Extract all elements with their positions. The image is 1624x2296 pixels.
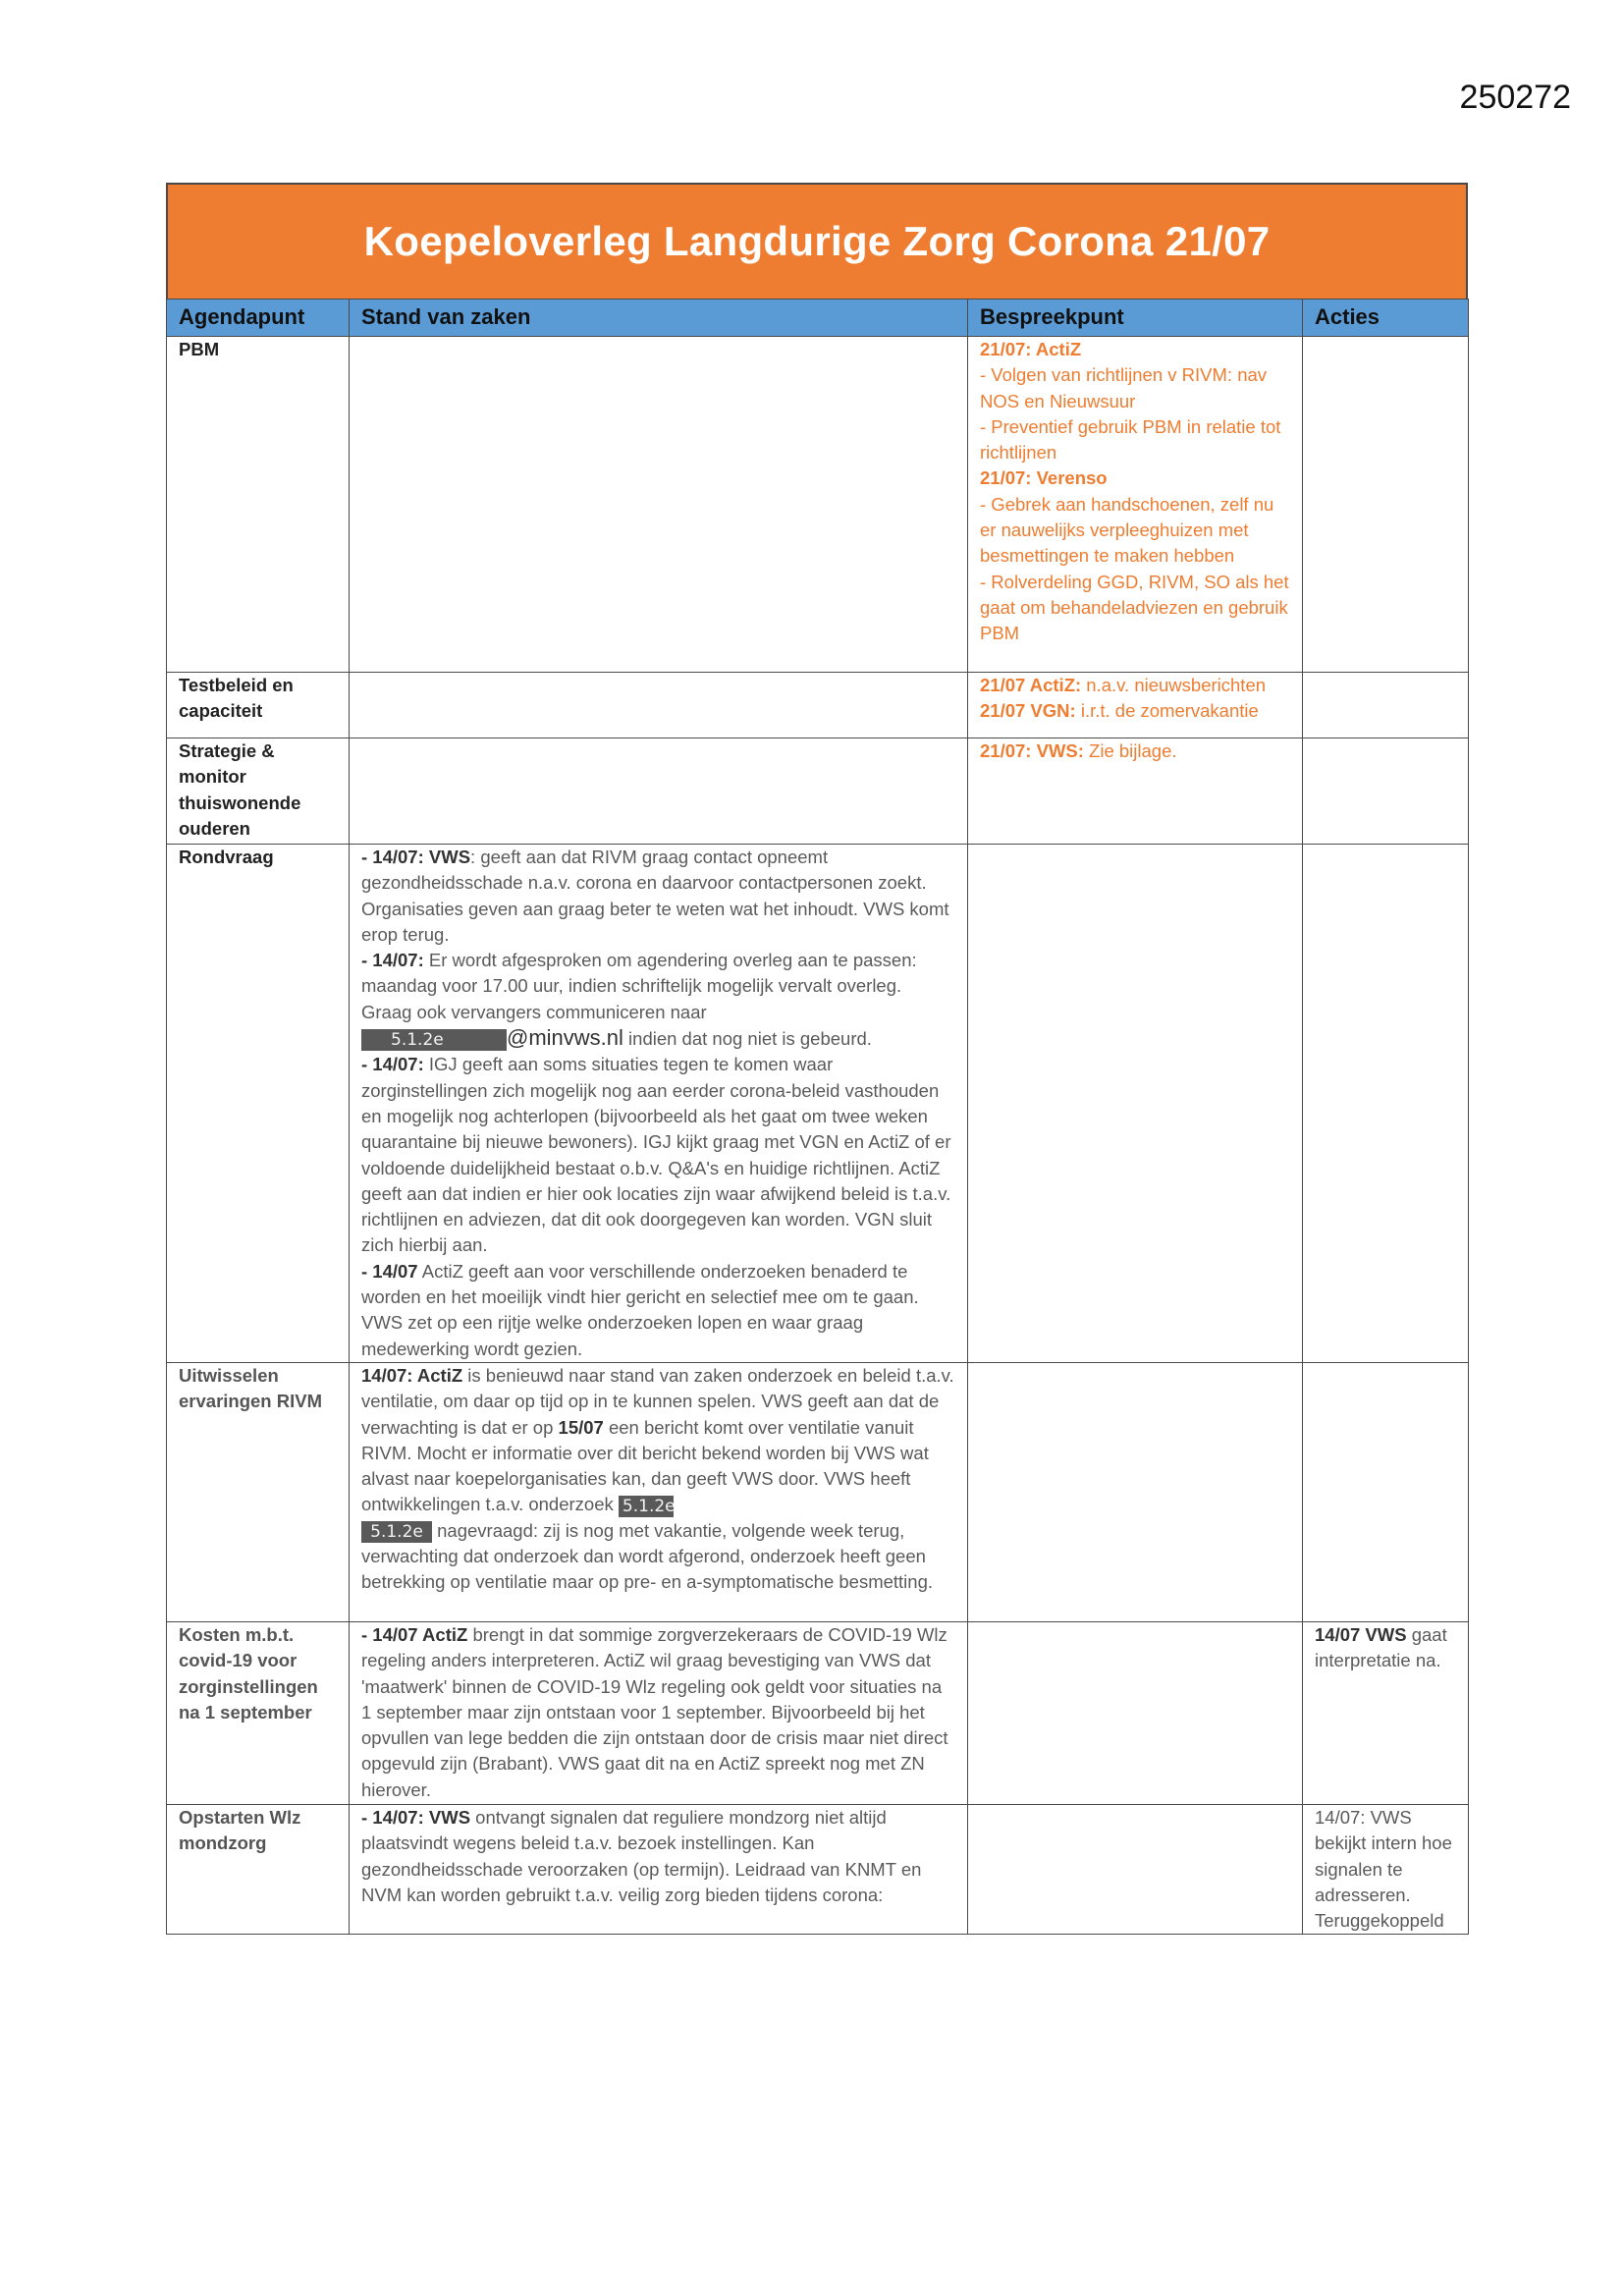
acties-text: 14/07: VWS bekijkt intern hoe signalen te adresseren. Teruggekoppeld bbox=[1315, 1806, 1452, 1932]
stand-text: ActiZ geeft aan voor verschillende onderzoeken benaderd te worden en het moeilijk vindt hier gericht en selectief mee om te gaan. VWS zet op een rijtje welke onderzoeken lopen en waar graag medewerking wordt gezien. bbox=[361, 1260, 919, 1359]
acties-cell bbox=[1303, 738, 1469, 845]
stand-cell bbox=[350, 1621, 968, 1804]
table-row-kosten bbox=[167, 1621, 1469, 1804]
bespreek-heading: 21/07: Verenso bbox=[980, 467, 1108, 489]
table-row-testbeleid bbox=[167, 673, 1469, 738]
stand-text: indien dat nog niet is gebeurd. bbox=[623, 1028, 872, 1050]
bespreek-cell bbox=[968, 845, 1303, 1363]
bespreek-bold: 21/07 ActiZ: bbox=[980, 675, 1082, 695]
acties-cell bbox=[1303, 1804, 1469, 1934]
stand-text: een bericht komt over ventilatie vanuit RIVM. Mocht er informatie over dit bericht bekend worden bij VWS wat alvast naar koepelorganisaties kan, dan geeft VWS door. VWS heeft ontwikkelingen t.a.v. onderzoek bbox=[361, 1416, 929, 1515]
stand-bold: - 14/07 bbox=[361, 1260, 418, 1282]
stand-bold: 14/07: ActiZ bbox=[361, 1364, 463, 1386]
table-row-uitwisselen bbox=[167, 1362, 1469, 1621]
table-row-rondvraag bbox=[167, 845, 1469, 1363]
acties-text: gaat interpretatie na. bbox=[1315, 1623, 1447, 1671]
stand-text: nagevraagd: zij is nog met vakantie, volgende week terug, verwachting dat onderzoek dan wordt afgerond, onderzoek heeft geen betrekking op ventilatie maar op pre- en a-symptomatische besmetting. bbox=[361, 1519, 934, 1593]
topic-label: Uitwisselen ervaringen RIVM bbox=[179, 1364, 322, 1412]
bespreek-line: - Rolverdeling GGD, RIVM, SO als het gaat om behandeladviezen en gebruik PBM bbox=[980, 571, 1289, 644]
stand-bold: - 14/07: VWS bbox=[361, 847, 471, 867]
topic-cell bbox=[167, 673, 350, 738]
stand-text: is benieuwd naar stand van zaken onderzoek en beleid t.a.v. ventilatie, om daar op tijd op in te kunnen spelen. VWS geeft aan dat de verwachting is dat er op bbox=[361, 1364, 954, 1438]
stand-bold: - 14/07 ActiZ bbox=[361, 1623, 468, 1645]
stand-text: ontvangt signalen dat reguliere mondzorg niet altijd plaatsvindt wegens beleid t.a.v. bezoek instellingen. Kan gezondheidsschade veroorzaken (op termijn). Leidraad van KNMT en NVM kan worden gebruikt t.a.v. veilig zorg bieden tijdens corona: bbox=[361, 1806, 922, 1905]
meeting-table-sheet bbox=[166, 183, 1468, 1935]
topic-cell bbox=[167, 337, 350, 673]
stand-cell bbox=[350, 738, 968, 845]
bespreek-bold: 21/07 VGN: bbox=[980, 700, 1076, 722]
bespreek-line: - Volgen van richtlijnen v RIVM: nav NOS en Nieuwsuur bbox=[980, 364, 1268, 411]
topic-label: Testbeleid en capaciteit bbox=[179, 675, 294, 722]
stand-cell bbox=[350, 1804, 968, 1934]
stand-text: IGJ geeft aan soms situaties tegen te komen waar zorginstellingen zich mogelijk nog aan eerder corona-beleid vasthouden en mogelijk nog achterlopen (bijvoorbeeld als het gaat om twee weken quarantaine bij nieuwe bewoners). IGJ kijkt graag met VGN en ActiZ of er voldoende duidelijkheid bestaat o.b.v. Q&A's en huidige richtlijnen. ActiZ geeft aan dat indien er hier ook locaties zijn waar afwijkend beleid is t.a.v. richtlijnen en adviezen, dat dit ook doorgegeven kan worden. VGN sluit zich hierbij aan. bbox=[361, 1054, 951, 1256]
stand-text: Er wordt afgesproken om agendering overleg aan te passen: maandag voor 17.00 uur, indien schriftelijk mogelijk vervalt overleg. Graag ook vervangers communiceren naar bbox=[361, 950, 917, 1022]
topic-cell bbox=[167, 738, 350, 845]
topic-cell bbox=[167, 1804, 350, 1934]
agenda-table bbox=[166, 299, 1469, 1935]
col-agendapunt: Agendapunt bbox=[167, 300, 350, 337]
bespreek-text: n.a.v. nieuwsberichten bbox=[1081, 675, 1267, 695]
topic-label: PBM bbox=[179, 339, 220, 359]
stand-bold: - 14/07: VWS bbox=[361, 1806, 471, 1828]
stand-cell bbox=[350, 845, 968, 1363]
redaction-block: 5.1.2e bbox=[361, 1029, 507, 1051]
topic-label: Rondvraag bbox=[179, 847, 274, 867]
redaction-block: 5.1.2e bbox=[361, 1521, 432, 1543]
topic-label: Strategie & monitor thuiswonende ouderen bbox=[179, 740, 301, 839]
stand-bold: - 14/07: bbox=[361, 950, 424, 971]
col-acties: Acties bbox=[1303, 300, 1469, 337]
bespreek-cell bbox=[968, 1804, 1303, 1934]
acties-cell bbox=[1303, 1362, 1469, 1621]
col-bespreekpunt: Bespreekpunt bbox=[968, 300, 1303, 337]
bespreek-cell bbox=[968, 1362, 1303, 1621]
header-row bbox=[167, 300, 1469, 337]
bespreek-cell bbox=[968, 337, 1303, 673]
table-row-opstarten bbox=[167, 1804, 1469, 1934]
bespreek-cell bbox=[968, 673, 1303, 738]
stand-text: : geeft aan dat RIVM graag contact opneemt gezondheidsschade n.a.v. corona en daarvoor contactpersonen zoekt. Organisaties geven aan graag beter te weten wat het inhoudt. VWS komt erop terug. bbox=[361, 847, 949, 945]
topic-cell bbox=[167, 1621, 350, 1804]
stand-cell bbox=[350, 337, 968, 673]
bespreek-line: - Preventief gebruik PBM in relatie tot richtlijnen bbox=[980, 415, 1281, 464]
email-domain: @minvws.nl bbox=[507, 1025, 623, 1051]
bespreek-cell bbox=[968, 1621, 1303, 1804]
bespreek-heading: 21/07: ActiZ bbox=[980, 339, 1082, 359]
table-row-strategie bbox=[167, 738, 1469, 845]
table-row-pbm bbox=[167, 337, 1469, 673]
acties-cell bbox=[1303, 673, 1469, 738]
acties-bold: 14/07 VWS bbox=[1315, 1623, 1407, 1645]
bespreek-text: i.r.t. de zomervakantie bbox=[1075, 700, 1259, 722]
acties-cell bbox=[1303, 1621, 1469, 1804]
topic-label: Kosten m.b.t. covid-19 voor zorginstellingen na 1 september bbox=[179, 1623, 318, 1722]
bespreek-cell bbox=[968, 738, 1303, 845]
topic-cell bbox=[167, 845, 350, 1363]
document-title: Koepeloverleg Langdurige Zorg Corona 21/07 bbox=[166, 183, 1468, 299]
acties-cell bbox=[1303, 337, 1469, 673]
bespreek-bold: 21/07: VWS: bbox=[980, 740, 1084, 761]
stand-text: brengt in dat sommige zorgverzekeraars de COVID-19 Wlz regeling anders interpreteren. ActiZ wil graag bevestiging van VWS dat 'maatwerk' binnen de COVID-19 Wlz regeling ook geldt voor situaties na 1 september maar zijn ontstaan voor 1 september. Bijvoorbeeld bij het opvullen van lege bedden die zijn ontstaan door de crisis maar niet direct opgevuld zijn (Brabant). VWS gaat dit na en ActiZ spreekt nog met ZN hierover. bbox=[361, 1623, 948, 1800]
acties-cell bbox=[1303, 845, 1469, 1363]
topic-cell bbox=[167, 1362, 350, 1621]
redaction-block: 5.1.2e bbox=[619, 1496, 674, 1517]
col-stand-van-zaken: Stand van zaken bbox=[350, 300, 968, 337]
topic-label: Opstarten Wlz mondzorg bbox=[179, 1806, 301, 1854]
stand-bold: - 14/07: bbox=[361, 1054, 424, 1075]
document-number: 250272 bbox=[1459, 79, 1571, 116]
stand-bold: 15/07 bbox=[558, 1416, 604, 1438]
bespreek-text: Zie bijlage. bbox=[1083, 740, 1177, 761]
stand-cell bbox=[350, 673, 968, 738]
bespreek-line: - Gebrek aan handschoenen, zelf nu er nauwelijks verpleeghuizen met besmettingen te maken hebben bbox=[980, 493, 1274, 567]
stand-cell bbox=[350, 1362, 968, 1621]
